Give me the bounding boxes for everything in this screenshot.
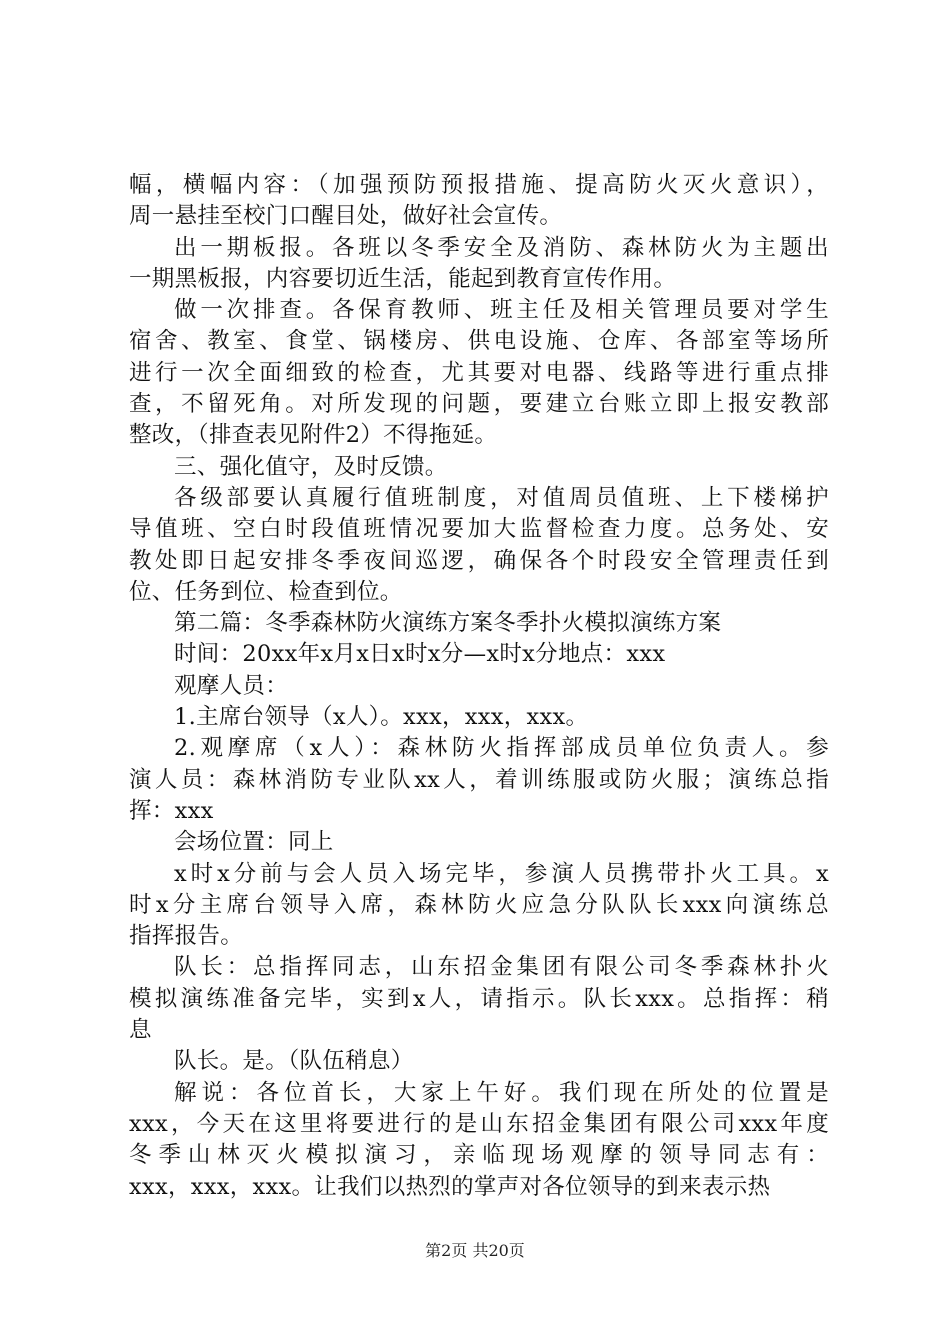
paragraph — [129, 859, 829, 953]
paragraph — [129, 483, 829, 608]
paragraph — [129, 702, 829, 733]
text-line: 指挥报告。 — [129, 923, 244, 950]
text-line: x时x分前与会人员入场完毕，参演人员携带扑火工具。x — [174, 860, 829, 887]
paragraph — [129, 639, 829, 670]
paragraph — [129, 452, 829, 483]
text-line: 教处即日起安排冬季夜间巡逻，确保各个时段安全管理责任到 — [129, 547, 829, 574]
text-line: 做一次排查。各保育教师、班主任及相关管理员要对学生 — [174, 297, 829, 324]
text-line: 观摩人员： — [174, 672, 289, 699]
text-line: 时x分主席台领导入席，森林防火应急分队队长xxx向演练总 — [129, 891, 829, 918]
text-line: 各级部要认真履行值班制度，对值周员值班、上下楼梯护 — [174, 484, 829, 511]
text-line: 一期黑板报，内容要切近生活，能起到教育宣传作用。 — [129, 265, 677, 292]
text-line: 会场位置：同上 — [174, 829, 334, 856]
page-number: 第2页 共20页 — [425, 1241, 525, 1260]
text-line: 2.观摩席（x人）：森林防火指挥部成员单位负责人。参 — [174, 735, 829, 762]
paragraph — [129, 827, 829, 858]
text-line: 幅，横幅内容：（加强预防预报措施、提高防火灭火意识）， — [129, 172, 829, 198]
paragraph — [129, 671, 829, 702]
text-line: 挥：xxx — [129, 797, 214, 824]
text-line: 演人员：森林消防专业队xx人，着训练服或防火服；演练总指 — [129, 766, 829, 793]
paragraph — [129, 295, 829, 451]
text-line: 第二篇：冬季森林防火演练方案冬季扑火模拟演练方案 — [174, 610, 722, 637]
text-line: 导值班、空白时段值班情况要加大监督检查力度。总务处、安 — [129, 516, 829, 543]
text-line: 位、任务到位、检查到位。 — [129, 578, 403, 605]
text-line: 队长。是。（队伍稍息） — [174, 1048, 414, 1075]
text-line: 模拟演练准备完毕，实到x人，请指示。队长xxx。总指挥：稍 — [129, 985, 829, 1012]
text-line: xxx，今天在这里将要进行的是山东招金集团有限公司xxx年度 — [129, 1110, 829, 1137]
page-footer — [0, 1241, 950, 1261]
paragraph — [129, 733, 829, 827]
document-body — [129, 170, 829, 1203]
text-line: 出一期板报。各班以冬季安全及消防、森林防火为主题出 — [174, 234, 829, 261]
text-line: 进行一次全面细致的检查，尤其要对电器、线路等进行重点排 — [129, 359, 829, 386]
text-line: 解说：各位首长，大家上午好。我们现在所处的位置是 — [174, 1079, 829, 1106]
text-line: 时间：20xx年x月x日x时x分—x时x分地点：xxx — [174, 641, 666, 668]
text-line: 1.主席台领导（x人）。xxx，xxx，xxx。 — [174, 704, 589, 731]
text-line: 查，不留死角。对所发现的问题，要建立台账立即上报安教部 — [129, 391, 829, 418]
text-line: 宿舍、教室、食堂、锅楼房、供电设施、仓库、各部室等场所 — [129, 328, 829, 355]
text-line: 息 — [129, 1017, 152, 1044]
paragraph — [129, 170, 829, 233]
text-line: 冬季山林灭火模拟演习，亲临现场观摩的领导同志有： — [129, 1142, 829, 1169]
paragraph — [129, 952, 829, 1046]
text-line: 队长：总指挥同志，山东招金集团有限公司冬季森林扑火 — [174, 954, 829, 981]
paragraph — [129, 233, 829, 296]
text-line: 周一悬挂至校门口醒目处，做好社会宣传。 — [129, 203, 563, 230]
paragraph — [129, 608, 829, 639]
text-line: xxx，xxx，xxx。让我们以热烈的掌声对各位领导的到来表示热 — [129, 1173, 771, 1200]
paragraph — [129, 1078, 829, 1203]
paragraph — [129, 1046, 829, 1077]
text-line: 三、强化值守，及时反馈。 — [174, 453, 448, 480]
text-line: 整改，（排查表见附件2）不得拖延。 — [129, 422, 498, 449]
